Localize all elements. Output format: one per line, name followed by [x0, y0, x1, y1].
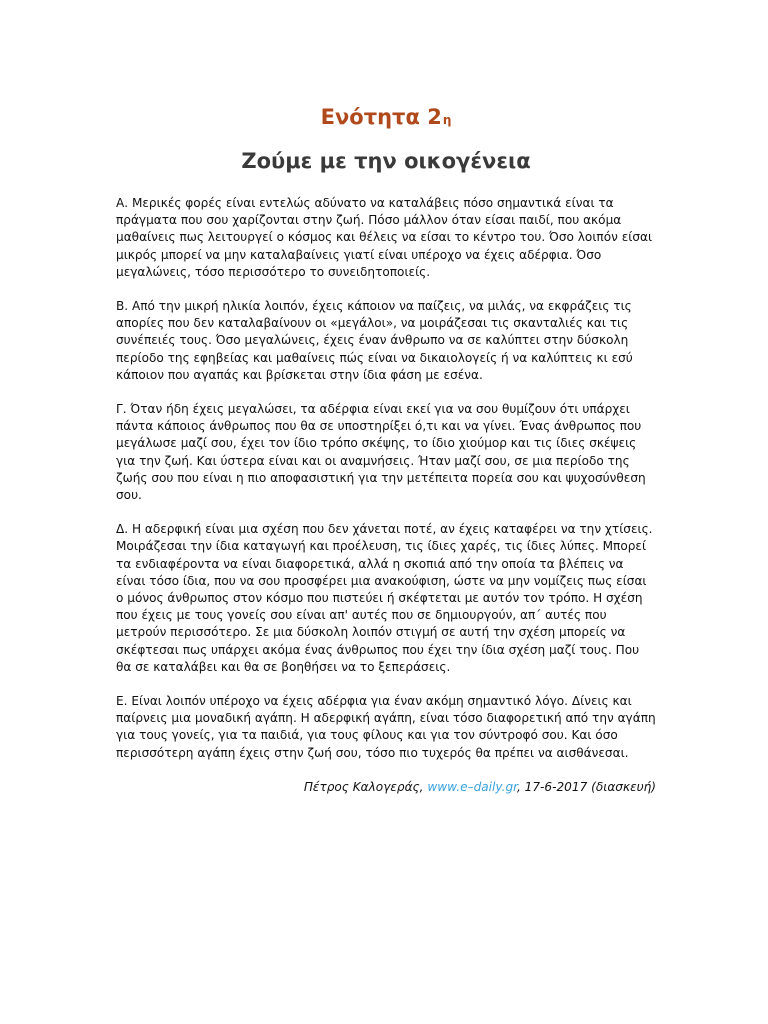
paragraph-c: Γ. Όταν ήδη έχεις μεγαλώσει, τα αδέρφια είναι εκεί για να σου θυμίζουν ότι υπάρχει πάντα κάποιος άνθρωπος που θα σε υποστηρίξει ό,τι και να γίνει. Ένας άνθρωπος που μεγάλωσε μαζί σου, έχει τον ίδιο τρόπο σκέψης, το ίδιο χιούμορ και τις ίδιες σκέψεις για την ζωή. Και ύστερα είναι και οι αναμνήσεις. Ήταν μαζί σου, σε μια περίοδο της ζωής σου που είναι η πιο αποφασιστική για την μετέπειτα πορεία σου και ψυχοσύνθεση σου. — [116, 402, 646, 503]
paragraph-a: Α. Μερικές φορές είναι εντελώς αδύνατο να καταλάβεις πόσο σημαντικά είναι τα πράγματα που σου χαρίζονται στην ζωή. Πόσο μάλλον όταν είσαι παιδί, που ακόμα μαθαίνεις πως λειτουργεί ο κόσμος και θέλεις να είσαι το κέντρο του. Όσο λοιπόν είσαι μικρός μπορεί να μην καταλαβαίνεις γιατί είναι υπέροχο να έχεις αδέρφια. Όσο μεγαλώνεις, τόσο περισσότερο το συνειδητοποιείς. — [116, 196, 653, 279]
section-label: Ενότητα 2 — [320, 105, 442, 129]
source-link[interactable]: www.e–daily.gr — [427, 779, 517, 794]
source-citation — [116, 779, 656, 796]
paragraph-b: Β. Από την μικρή ηλικία λοιπόν, έχεις κάποιον να παίζεις, να μιλάς, να εκφράζεις τις απορίες που δεν καταλαβαίνουν οι «μεγάλοι», να μοιράζεσαι τις σκανταλιές και τις συνέπειές τους. Όσο μεγαλώνεις, έχεις έναν άνθρωπο να σε καλύπτει στην δύσκολη περίοδο της εφηβείας και μαθαίνεις πώς είναι να δικαιολογείς ή να καλύπτεις κι εσύ κάποιον που αγαπάς και βρίσκεται στην ίδια φάση με εσένα. — [116, 299, 633, 382]
document-page — [116, 100, 656, 796]
paragraph-d: Δ. Η αδερφική είναι μια σχέση που δεν χάνεται ποτέ, αν έχεις καταφέρει να την χτίσεις. Μοιράζεσαι την ίδια καταγωγή και προέλευση, τις ίδιες χαρές, τις ίδιες λύπες. Μπορεί τα ενδιαφέροντα να είναι διαφορετικά, αλλά η σκοπιά από την οποία τα βλέπεις να είναι τόσο ίδια, που να σου προσφέρει μια ανακούφιση, ώστε να μην νομίζεις πως είσαι ο μόνος άνθρωπος στον κόσμο που πιστεύει ή σκέφτεται με αυτόν τον τρόπο. Η σχέση που έχεις με τους γονείς σου είναι απ' αυτές που σε δημιουργούν, απ΄ αυτές που μετρούν περισσότερο. Σε μια δύσκολη λοιπόν στιγμή σε αυτή την σχέση μπορείς να σκέφτεσαι πως υπάρχει ακόμα ένας άνθρωπος που έχει την ίδια σχέση μαζί τους. Που θα σε καταλάβει και θα σε βοηθήσει να το ξεπεράσεις. — [116, 522, 653, 674]
page-title: Ζούμε με την οικογένεια — [241, 149, 531, 173]
source-author: Πέτρος Καλογεράς, — [303, 779, 428, 794]
source-date: , 17-6-2017 (διασκευή) — [516, 779, 656, 794]
article-body — [116, 195, 656, 762]
section-suffix: η — [442, 113, 452, 127]
section-heading — [116, 100, 656, 134]
paragraph-e: Ε. Είναι λοιπόν υπέροχο να έχεις αδέρφια για έναν ακόμη σημαντικό λόγο. Δίνεις και παίρνεις μια μοναδική αγάπη. Η αδερφική αγάπη, είναι τόσο διαφορετική από την αγάπη για τους γονείς, για τα παιδιά, για τους φίλους και για τον σύντροφό σου. Και όσο περισσότερη αγάπη έχεις στην ζωή σου, τόσο πιο τυχερός θα πρέπει να αισθάνεσαι. — [116, 694, 656, 760]
